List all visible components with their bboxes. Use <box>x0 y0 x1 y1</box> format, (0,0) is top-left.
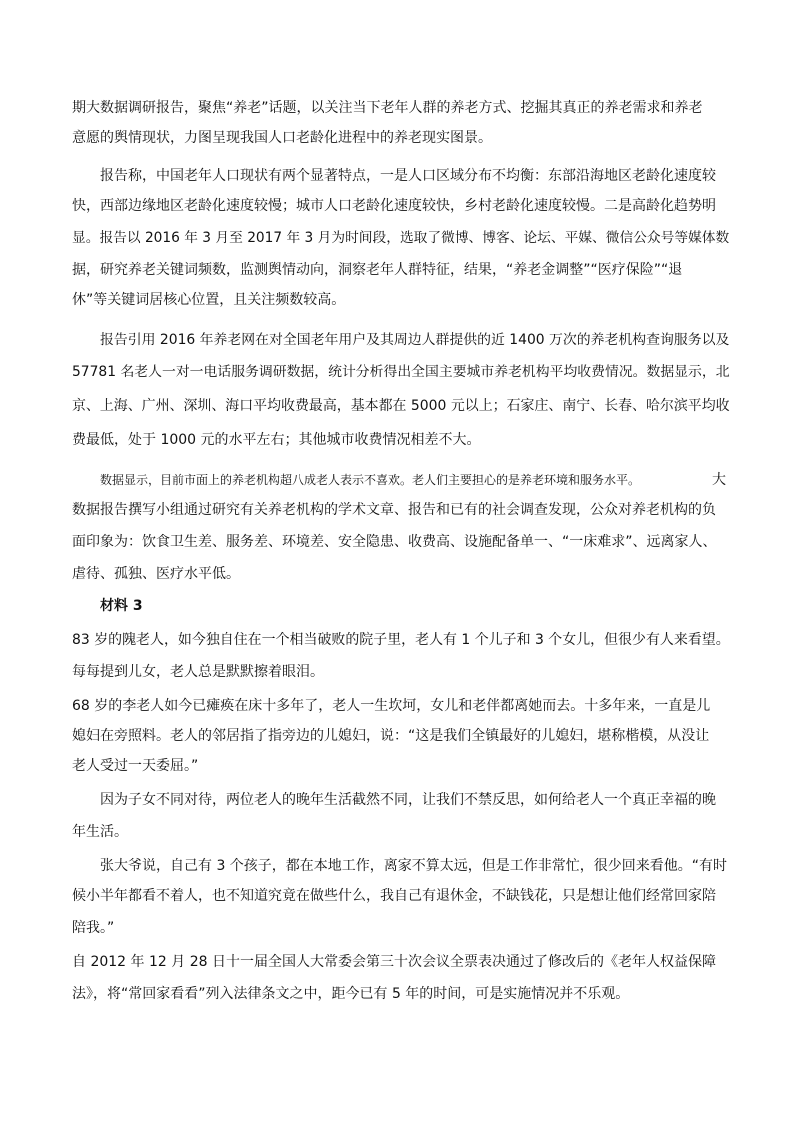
text-line: 候小半年都看不着人，也不知道究竟在做些什么，我自己有退休金，不缺钱花，只是想让他们经常回家陪 <box>72 888 716 904</box>
text-line: 显。报告以 2016 年 3 月至 2017 年 3 月为时间段，选取了微博、博客、论坛、平媒、微信公众号等媒体数 <box>72 230 730 246</box>
text-line: 京、上海、广州、深圳、海口平均收费最高，基本都在 5000 元以上；石家庄、南宁、长春、哈尔滨平均收 <box>72 398 730 414</box>
text-line: 虐待、孤独、医疗水平低。 <box>72 566 240 582</box>
text-line: 数据显示，目前市面上的养老机构超八成老人表示不喜欢。老人们主要担心的是养老环境和服务水平。 <box>100 473 641 487</box>
text-line: 年生活。 <box>72 824 128 840</box>
text-line: 法》，将“常回家看看”列入法律条文之中，距今已有 5 年的时间，可是实施情况并不乐观。 <box>72 986 630 1002</box>
text-line: 数据报告撰写小组通过研究有关养老机构的学术文章、报告和已有的社会调查发现，公众对养老机构的负 <box>72 502 716 518</box>
section-heading: 材料 3 <box>100 598 143 614</box>
text-line: 68 岁的李老人如今已瘫痪在床十多年了，老人一生坎坷，女儿和老伴都离她而去。十多年来，一直是儿 <box>72 698 711 714</box>
text-line: 57781 名老人一对一电话服务调研数据，统计分析得出全国主要城市养老机构平均收费情况。数据显示，北 <box>72 364 730 380</box>
text-line: 大 <box>712 472 726 488</box>
text-line: 自 2012 年 12 月 28 日十一届全国人大常委会第三十次会议全票表决通过了修改后的《老年人权益保障 <box>72 954 716 970</box>
text-line: 老人受过一天委屈。” <box>72 758 199 774</box>
text-line: 报告引用 2016 年养老网在对全国老年用户及其周边人群提供的近 1400 万次的养老机构查询服务以及 <box>100 332 730 348</box>
text-line: 报告称，中国老年人口现状有两个显著特点，一是人口区域分布不均衡：东部沿海地区老龄化速度较 <box>100 168 716 184</box>
text-line: 费最低，处于 1000 元的水平左右；其他城市收费情况相差不大。 <box>72 432 481 448</box>
text-line: 休”等关键词居核心位置，且关注频数较高。 <box>72 292 346 308</box>
text-line: 期大数据调研报告，聚焦“养老”话题，以关注当下老年人群的养老方式、挖掘其真正的养老需求和养老 <box>72 100 703 116</box>
text-line: 据，研究养老关键词频数，监测舆情动向，洞察老年人群特征，结果，“养老金调整”“医疗保险”“退 <box>72 262 683 278</box>
text-line: 意愿的舆情现状，力图呈现我国人口老龄化进程中的养老现实图景。 <box>72 130 492 146</box>
text-line: 83 岁的隗老人，如今独自住在一个相当破败的院子里，老人有 1 个儿子和 3 个女儿，但很少有人来看望。 <box>72 632 730 648</box>
text-line: 每每提到儿女，老人总是默默擦着眼泪。 <box>72 664 324 680</box>
text-line: 媳妇在旁照料。老人的邻居指了指旁边的儿媳妇，说：“这是我们全镇最好的儿媳妇，堪称楷模，从没让 <box>72 728 710 744</box>
text-line: 快，西部边缘地区老龄化速度较慢；城市人口老龄化速度较快，乡村老龄化速度较慢。二是高龄化趋势明 <box>72 198 716 214</box>
text-line: 陪我。” <box>72 920 115 936</box>
text-line: 张大爷说，自己有 3 个孩子，都在本地工作，离家不算太远，但是工作非常忙，很少回来看他。“有时 <box>100 858 728 874</box>
text-line: 因为子女不同对待，两位老人的晚年生活截然不同，让我们不禁反思，如何给老人一个真正幸福的晚 <box>100 792 716 808</box>
text-line: 面印象为：饮食卫生差、服务差、环境差、安全隐患、收费高、设施配备单一、“一床难求”、远离家人、 <box>72 534 717 550</box>
